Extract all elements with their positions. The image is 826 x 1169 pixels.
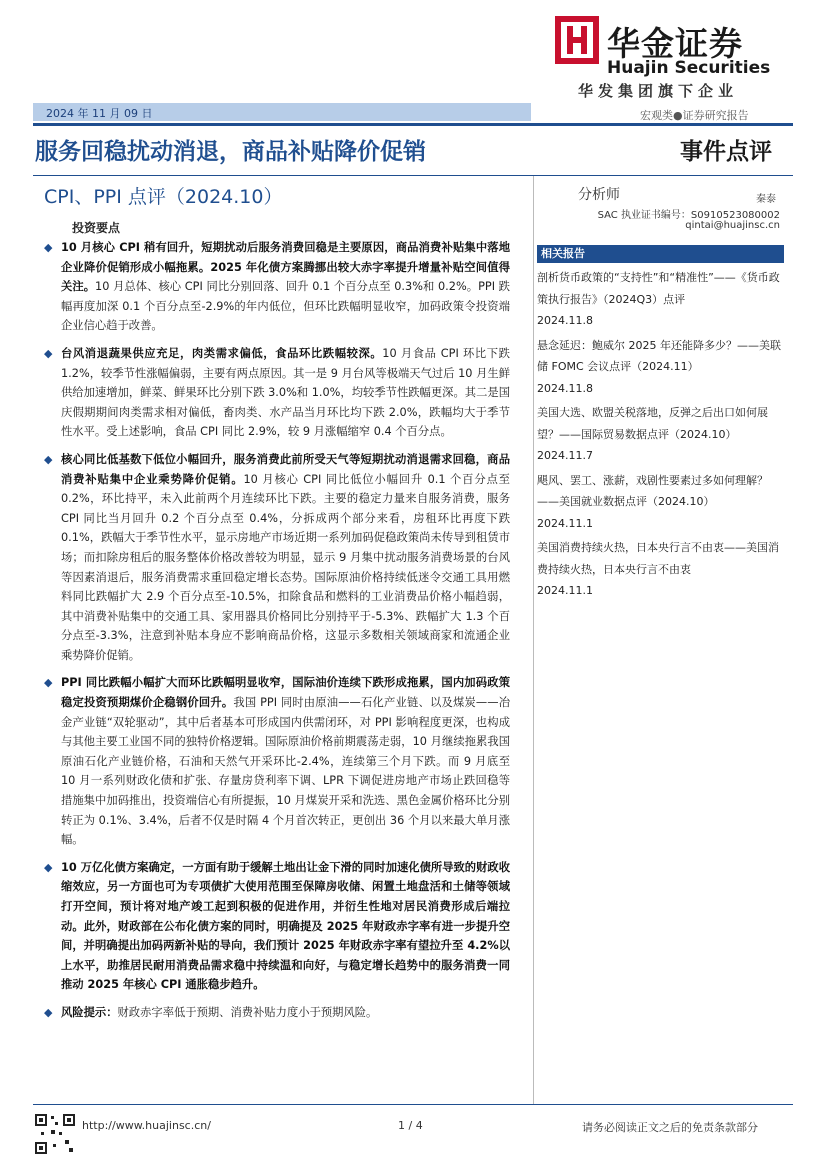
paragraph-core-cpi [44, 238, 510, 336]
diamond-bullet-icon: ◆ [44, 452, 53, 466]
group-tagline: 华发集团旗下企业 [578, 82, 739, 100]
related-report-item[interactable] [537, 537, 784, 602]
paragraph-lead: 台风消退蔬果供应充足，肉类需求偏低，食品环比跌幅较深。 [61, 346, 383, 360]
paragraph-debt-plan [44, 858, 510, 995]
related-report-item[interactable] [537, 402, 784, 467]
diamond-bullet-icon: ◆ [44, 1005, 53, 1019]
paragraph-risk [44, 1003, 510, 1023]
report-category: 宏观类●证券研究报告 [640, 109, 749, 122]
huajin-logo-icon [555, 16, 599, 64]
related-report-date: 2024.11.8 [537, 314, 593, 327]
diamond-bullet-icon: ◆ [44, 860, 53, 874]
diamond-bullet-icon: ◆ [44, 241, 53, 254]
company-logo [555, 16, 785, 76]
related-report-item[interactable] [537, 335, 784, 400]
related-reports-heading: 相关报告 [537, 245, 784, 263]
logo-english-name: Huajin Securities [607, 58, 771, 78]
analyst-name: 秦泰 [756, 194, 776, 205]
column-divider [533, 176, 534, 1104]
related-report-item[interactable] [537, 470, 784, 535]
related-report-date: 2024.11.7 [537, 449, 593, 462]
report-date: 2024 年 11 月 09 日 [46, 107, 153, 120]
qr-code-icon [33, 1112, 77, 1156]
title-divider [33, 175, 793, 176]
paragraph-body: 10 月食品 CPI 环比下跌 1.2%，较季节性涨幅偏弱，主要有两点原因。其一是 9 月台风等极端天气过后 10 月生鲜供给加速增加，鲜菜、鲜果环比分别下跌 3.0%和 1.0%，均较季节性跌幅更深。其二是国庆假期期间肉类需求相对偏低，畜肉类、水产品当月环比均下跌 2.0%，跌幅均大于季节性水平。受上述影响，食品 CPI 同比 2.9%，较 9 月涨幅缩窄 0.4 个百分点。 [61, 346, 510, 439]
related-report-title[interactable]: 飓风、罢工、涨薪，戏剧性要素过多如何理解？——美国就业数据点评（2024.10） [537, 473, 768, 508]
related-report-title[interactable]: 美国大选、欧盟关税落地，反弹之后出口如何展望？——国际贸易数据点评（2024.10） [537, 406, 768, 441]
logo-chinese-name: 华金证券 [607, 24, 743, 63]
header-divider [33, 123, 793, 126]
related-report-title[interactable]: 美国消费持续火热，日本央行言不由衷——美国消费持续火热，日本央行言不由衷 [537, 541, 779, 576]
investment-highlights-heading: 投资要点 [72, 221, 121, 235]
related-report-title[interactable]: 剖析货币政策的“支持性”和“精准性”——《货币政策执行报告》（2024Q3）点评 [537, 271, 780, 306]
paragraph-body: 10 月总体、核心 CPI 同比分别回落、回升 0.1 个百分点至 0.3%和 0.2%。PPI 跌幅再度加深 0.1 个百分点至-2.9%的年内低位，但环比跌幅明显收窄，加码政策令投资端企业信心趋于改善。 [61, 280, 510, 333]
paragraph-lead: 10 万亿化债方案确定，一方面有助于缓解土地出让金下滑的同时加速化债所导致的财政收缩效应，另一方面也可为专项债扩大使用范围至保障房收储、闲置土地盘活和土储等领域打开空间，预计将对地产竣工起到积极的促进作用，并衍生性地对居民消费形成后端拉动。此外，财政部在公布化债方案的同时，明确提及 2025 年财政赤字率有进一步提升空间，并明确提出加码两新补贴的导向，我们预计 2025 年财政赤字率有望拉升至 4.2%以上水平，助推居民耐用消费品需求稳中持续温和向好，与稳定增长趋势中的服务消费一同推动 2025 年核心 CPI 通胀稳步趋升。 [61, 860, 510, 992]
analyst-certificate: SAC 执业证书编号：S0910523080002 [597, 210, 780, 221]
related-report-date: 2024.11.1 [537, 584, 593, 597]
footer-website-link[interactable]: http://www.huajinsc.cn/ [82, 1119, 211, 1132]
analyst-email: qintai@huajinsc.cn [685, 220, 780, 231]
diamond-bullet-icon: ◆ [44, 346, 53, 360]
paragraph-food-cpi [44, 344, 510, 442]
paragraph-lead: 10 月核心 CPI 稍有回升，短期扰动后服务消费回稳是主要原因，商品消费补贴集中落地企业降价促销形成小幅拖累。2025 年化债方案腾挪出较大赤字率提升增量补贴空间值得关注。 [61, 241, 510, 294]
diamond-bullet-icon: ◆ [44, 676, 53, 690]
report-type-badge: 事件点评 [680, 139, 772, 165]
paragraph-ppi [44, 673, 510, 849]
paragraph-body: 我国 PPI 同时由原油——石化产业链、以及煤炭——冶金产业链“双轮驱动”，其中后者基本可形成国内供需闭环，对 PPI 影响程度更深，也构成与其他主要工业国不同的独特价格逻辑。国际原油价格前期震荡走弱，10 月继续拖累我国原油石化产业链价格，石油和天然气开采环比-2.4%，连续第三个月下跌。而 9 月底至 10 月一系列财政化债和扩张、存量房贷利率下调、LPR 下调促进房地产市场止跌回稳等措施集中加码推出，投资端信心有所提振，10 月煤炭开采和洗选、黑色金属价格环比分别转正为 0.1%、3.4%，后者不仅是时隔 4 个月首次转正，更创出 36 个月以来最大单月涨幅。 [61, 696, 511, 847]
related-report-date: 2024.11.8 [537, 381, 593, 395]
paragraph-body: 财政赤字率低于预期、消费补贴力度小于预期风险。 [117, 1005, 378, 1019]
paragraph-lead: PPI 同比跌幅小幅扩大而环比跌幅明显收窄，国际油价连续下跌形成拖累，国内加码政策稳定投资预期煤价企稳钢价回升。 [61, 676, 510, 710]
analyst-label: 分析师 [578, 187, 620, 203]
related-report-title[interactable]: 悬念延迟：鲍威尔 2025 年还能降多少？——美联储 FOMC 会议点评（2024.11） [537, 338, 781, 373]
footer-divider [33, 1104, 793, 1105]
footer-disclaimer: 请务必阅读正文之后的免责条款部分 [582, 1121, 758, 1134]
paragraph-lead: 风险提示： [61, 1005, 118, 1019]
paragraph-core-services [44, 450, 510, 666]
paragraph-body: 10 月核心 CPI 同比低位小幅回升 0.1 个百分点至 0.2%，环比持平，未入此前两个月连续环比下跌。主要的稳定力量来自服务消费，服务 CPI 同比当月回升 0.2 个百分点至 0.4%，分拆成两个部分来看，房租环比再度下跌 0.1%，跌幅大于季节性水平，显示房地产市场近期一系列加码促稳政策尚未传导到租赁市场；而扣除房租后的服务整体价格改善较为明显，显示 9 月集中扰动服务消费场景的台风等因素消退后，服务消费需求重回稳定增长态势。国际原油价格持续低迷令交通工具用燃料同比跌幅扩大 2.9 个百分点至-10.5%，扣除食品和燃料的工业消费品价格小幅趋弱，其中消费补贴集中的交通工具、家用器具价格同比分别持平于-5.3%、跌幅扩大 1.3 个百分点至-3.3%，注意到补贴本身应不影响商品价格，这显示多数相关领域商家和流通企业乘势降价促销。 [61, 472, 510, 662]
main-content [44, 238, 510, 1031]
paragraph-lead: 核心同比低基数下低位小幅回升，服务消费此前所受天气等短期扰动消退需求回稳，商品消费补贴集中企业乘势降价促销。 [61, 452, 510, 486]
related-reports [537, 245, 784, 605]
related-report-date: 2024.11.1 [537, 516, 593, 530]
related-report-item[interactable] [537, 267, 784, 332]
report-title: 服务回稳扰动消退，商品补贴降价促销 [35, 139, 426, 165]
page-number: 1 / 4 [398, 1119, 423, 1132]
report-subtitle: CPI、PPI 点评（2024.10） [44, 186, 283, 208]
